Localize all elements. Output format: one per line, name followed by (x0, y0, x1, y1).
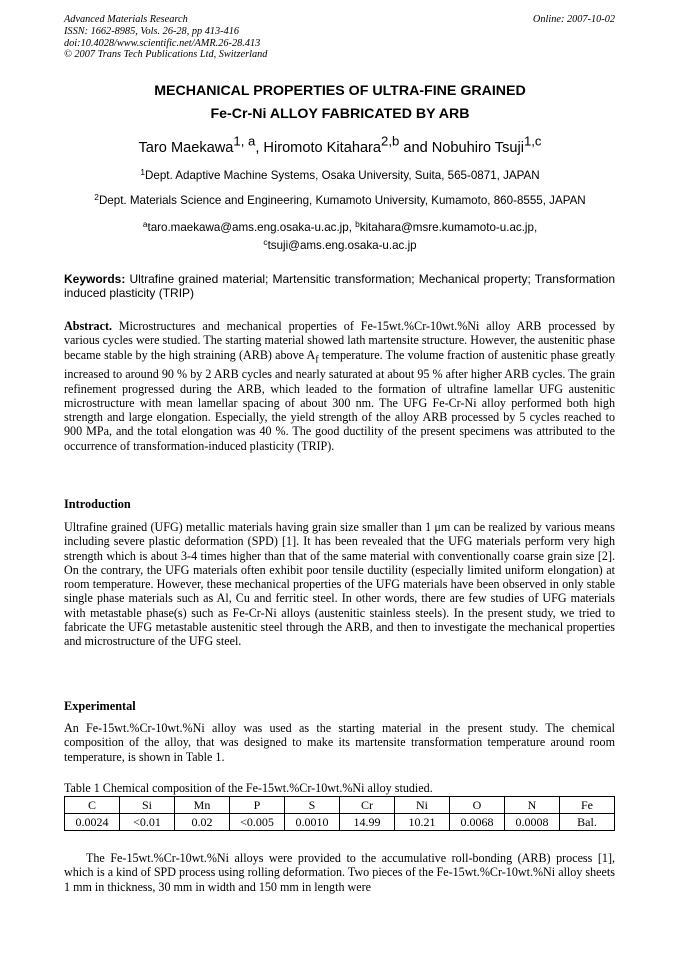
author-superscript: 2,b (381, 133, 400, 149)
table-cell: 14.99 (340, 814, 395, 831)
table-row (65, 814, 615, 831)
table-cell: <0.005 (230, 814, 285, 831)
affiliation-superscript: 2 (94, 191, 99, 202)
table-header-cell: Fe (560, 797, 615, 814)
introduction-heading: Introduction (64, 497, 131, 511)
table-cell: Bal. (560, 814, 615, 831)
author-name: Nobuhiro Tsuji (431, 140, 524, 156)
email-link[interactable]: taro.maekawa@ams.eng.osaka-u.ac.jp, (147, 221, 356, 234)
table-header-cell: N (505, 797, 560, 814)
online-date: Online: 2007-10-02 (532, 14, 615, 25)
table-cell: <0.01 (120, 814, 175, 831)
email-link[interactable]: kitahara@msre.kumamoto-u.ac.jp, (359, 221, 538, 234)
keywords (64, 272, 615, 301)
introduction-text: Ultrafine grained (UFG) metallic materials having grain size smaller than 1 μm can be realized by various means including severe plastic deformation (SPD) [1]. It has been revealed that the UFG materials perform very high strength which is about 3-4 times higher than that of the same material with conventionally coarse grain size [2]. On the contrary, the UFG materials often exhibit poor tensile ductility (especially limited uniform elongation) at room temperature. However, these mechanical properties of the UFG materials have been observed in only stable single phase materials such as Al, Cu and ferritic steel. In other words, there are few studies of UFG materials with metastable phase(s) such as Fe-Cr-Ni alloys (austenitic stainless steels). In the present study, we tried to fabricate the UFG metastable austenitic steel through the ARB, and then to investigate the mechanical properties and microstructure of the UFG steel. (64, 520, 615, 649)
affiliation-superscript: 1 (140, 166, 146, 177)
table-cell: 0.0010 (285, 814, 340, 831)
author-name: Hiromoto Kitahara (263, 140, 382, 156)
table-header-cell: P (230, 797, 285, 814)
paper-title (60, 80, 620, 126)
table-header-cell: Cr (340, 797, 395, 814)
journal-name: Advanced Materials Research (64, 14, 188, 25)
experimental-text: An Fe-15wt.%Cr-10wt.%Ni alloy was used as the starting material in the present study. The chemical composition of the alloy, that was designed to make its martensite transformation temperature around room temperature, is shown in Table 1. (64, 721, 615, 764)
keywords-text: Ultrafine grained material; Martensitic transformation; Mechanical property; Transformation induced plasticity (TRIP) (64, 272, 615, 301)
affiliation-1 (40, 166, 640, 182)
experimental-heading: Experimental (64, 699, 136, 713)
email-superscript: c (263, 236, 268, 247)
author-separator: and (399, 140, 432, 156)
author-superscript: 1, a (233, 133, 256, 149)
email-superscript: a (142, 218, 148, 229)
table-caption: Table 1 Chemical composition of the Fe-15wt.%Cr-10wt.%Ni alloy studied. (64, 781, 433, 795)
abstract-text: Microstructures and mechanical properties of Fe-15wt.%Cr-10wt.%Ni alloy ARB processed by various cycles were studied. The starting material showed lath martensite structure. However, the austenitic phase became stable by the high straining (ARB) above A (64, 319, 615, 362)
email-link[interactable]: tsuji@ams.eng.osaka-u.ac.jp (267, 239, 417, 252)
table-header-cell: Ni (395, 797, 450, 814)
email-superscript: b (355, 218, 360, 229)
table-cell: 10.21 (395, 814, 450, 831)
affiliation-2 (40, 191, 640, 207)
table-cell: 0.0068 (450, 814, 505, 831)
arb-process-text: The Fe-15wt.%Cr-10wt.%Ni alloys were provided to the accumulative roll-bonding (ARB) process [1], which is a kind of SPD process using rolling deformation. Two pieces of the Fe-15wt.%Cr-10wt.%Ni alloy sheets 1 mm in thickness, 30 mm in width and 150 mm in length were (64, 851, 615, 894)
author-superscript: 1,c (523, 133, 542, 149)
affiliation-text: Dept. Materials Science and Engineering, Kumamoto University, Kumamoto, 860-8555, JAPAN (98, 194, 586, 207)
abstract-subscript: f (315, 354, 319, 365)
copyright-line: © 2007 Trans Tech Publications Ltd, Switzerland (64, 49, 268, 61)
abstract (64, 319, 615, 453)
email-line-2 (40, 237, 640, 255)
composition-table (64, 796, 615, 831)
table-header-cell: O (450, 797, 505, 814)
table-header-cell: Mn (175, 797, 230, 814)
doi-line: doi:10.4028/www.scientific.net/AMR.26-28.413 (64, 37, 261, 49)
keywords-label: Keywords: (64, 272, 126, 286)
title-line-1: MECHANICAL PROPERTIES OF ULTRA-FINE GRAINED (154, 83, 526, 99)
running-header (64, 14, 615, 61)
author-name: Taro Maekawa (138, 140, 234, 156)
table-header-cell: Si (120, 797, 175, 814)
abstract-label: Abstract. (64, 319, 113, 333)
table-cell: 0.0024 (65, 814, 120, 831)
table-cell: 0.0008 (505, 814, 560, 831)
author-separator: , (255, 140, 264, 156)
author-list (40, 133, 640, 156)
table-header-cell: C (65, 797, 120, 814)
table-header-cell: S (285, 797, 340, 814)
title-line-2: Fe-Cr-Ni ALLOY FABRICATED BY ARB (210, 106, 470, 122)
abstract-text: temperature. The volume fraction of austenitic phase greatly increased to around 90 % by 2 ARB cycles and nearly saturated at about 95 % after higher ARB cycles. The grain refinement progressed during the ARB, which leaded to the formation of ultrafine lamellar UFG austenitic microstructure with mean lamellar spacing of about 300 nm. The UFG Fe-Cr-Ni alloy performed both high strength and large elongation. Especially, the yield strength of the alloy ARB processed by 5 cycles reached to 900 MPa, and the total elongation was 40 %. The good ductility of the present specimens was attributed to the occurrence of transformation-induced plasticity (TRIP). (64, 347, 615, 453)
affiliation-text: Dept. Adaptive Machine Systems, Osaka University, Suita, 565-0871, JAPAN (145, 169, 540, 182)
email-block (40, 219, 640, 255)
issn-line: ISSN: 1662-8985, Vols. 26-28, pp 413-416 (64, 25, 240, 37)
table-header-row (65, 797, 615, 814)
table-cell: 0.02 (175, 814, 230, 831)
email-line-1 (40, 219, 640, 237)
